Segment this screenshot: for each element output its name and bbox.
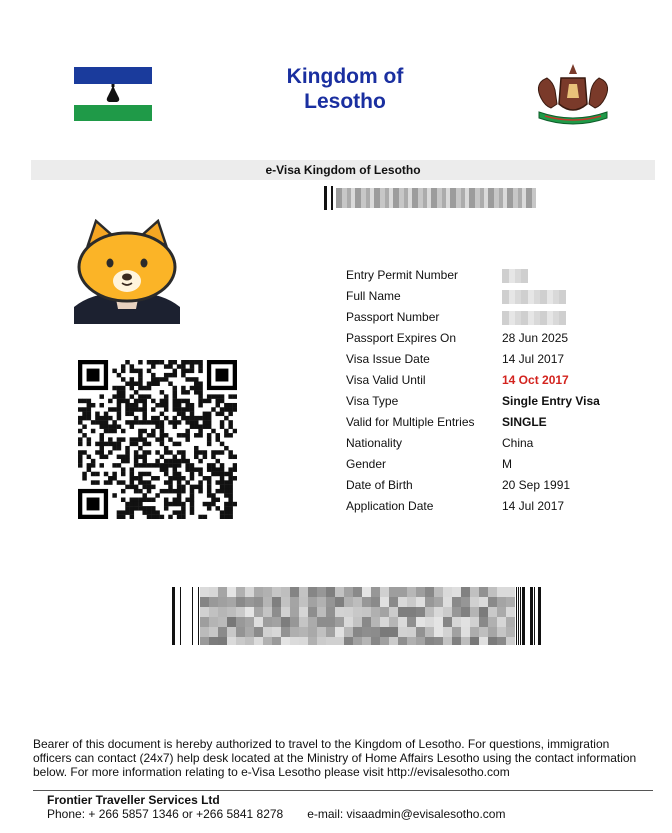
detail-row: [346, 496, 646, 517]
visa-details: [346, 265, 646, 517]
lesotho-flag: [74, 67, 152, 121]
detail-value: SINGLE: [502, 415, 547, 429]
page-title: [250, 64, 440, 114]
top-barcode: [324, 186, 539, 210]
mokorotlo-hat-icon: [104, 84, 122, 105]
detail-row: [346, 286, 646, 307]
authorization-notice: Bearer of this document is hereby authorized to travel to the Kingdom of Lesotho. For questions, immigration officers can contact (24x7) help desk located at the Ministry of Home Affairs Lesotho using the contact information below. For more information relating to e-Visa Lesotho please visit http://evisalesotho.com: [33, 737, 637, 779]
detail-row: [346, 391, 646, 412]
detail-value: Single Entry Visa: [502, 394, 600, 408]
detail-row: [346, 475, 646, 496]
detail-value: China: [502, 436, 534, 450]
detail-label: Visa Valid Until: [346, 373, 426, 387]
detail-label: Full Name: [346, 289, 401, 303]
detail-value: [502, 286, 566, 307]
detail-row: [346, 433, 646, 454]
bottom-barcode: [172, 587, 542, 645]
detail-row: [346, 370, 646, 391]
title-line-2: Lesotho: [304, 90, 386, 113]
footer-divider: [33, 790, 653, 791]
qr-code: [78, 360, 237, 519]
redacted-value: [502, 311, 566, 325]
detail-label: Nationality: [346, 436, 403, 450]
detail-label: Passport Expires On: [346, 331, 457, 345]
detail-value: 14 Jul 2017: [502, 352, 565, 366]
detail-label: Visa Type: [346, 394, 399, 408]
detail-label: Valid for Multiple Entries: [346, 415, 475, 429]
contact-line: [47, 807, 505, 821]
detail-row: [346, 307, 646, 328]
phone-numbers: Phone: + 266 5857 1346 or +266 5841 8278: [47, 807, 284, 821]
title-line-1: Kingdom of: [286, 65, 404, 88]
detail-label: Entry Permit Number: [346, 268, 459, 282]
detail-value: 28 Jun 2025: [502, 331, 569, 345]
contact-email: e-mail: visaadmin@evisalesotho.com: [307, 807, 506, 821]
applicant-photo: [74, 219, 180, 324]
redacted-value: [502, 290, 566, 304]
company-name: Frontier Traveller Services Ltd: [47, 793, 220, 807]
detail-value: M: [502, 457, 512, 471]
detail-label: Passport Number: [346, 310, 440, 324]
detail-label: Gender: [346, 457, 387, 471]
banner-title: e-Visa Kingdom of Lesotho: [265, 163, 421, 177]
coat-of-arms-icon: [531, 60, 615, 126]
detail-row: [346, 265, 646, 286]
evisa-banner: [31, 160, 655, 180]
detail-value: 20 Sep 1991: [502, 478, 571, 492]
detail-row: [346, 412, 646, 433]
detail-value: 14 Jul 2017: [502, 499, 565, 513]
detail-row: [346, 328, 646, 349]
detail-label: Date of Birth: [346, 478, 413, 492]
detail-row: [346, 454, 646, 475]
detail-label: Visa Issue Date: [346, 352, 430, 366]
redacted-value: [502, 269, 528, 283]
detail-value: [502, 307, 566, 328]
detail-value: 14 Oct 2017: [502, 373, 569, 387]
cat-face-icon: [79, 221, 175, 301]
detail-row: [346, 349, 646, 370]
detail-value: [502, 265, 528, 286]
detail-label: Application Date: [346, 499, 434, 513]
